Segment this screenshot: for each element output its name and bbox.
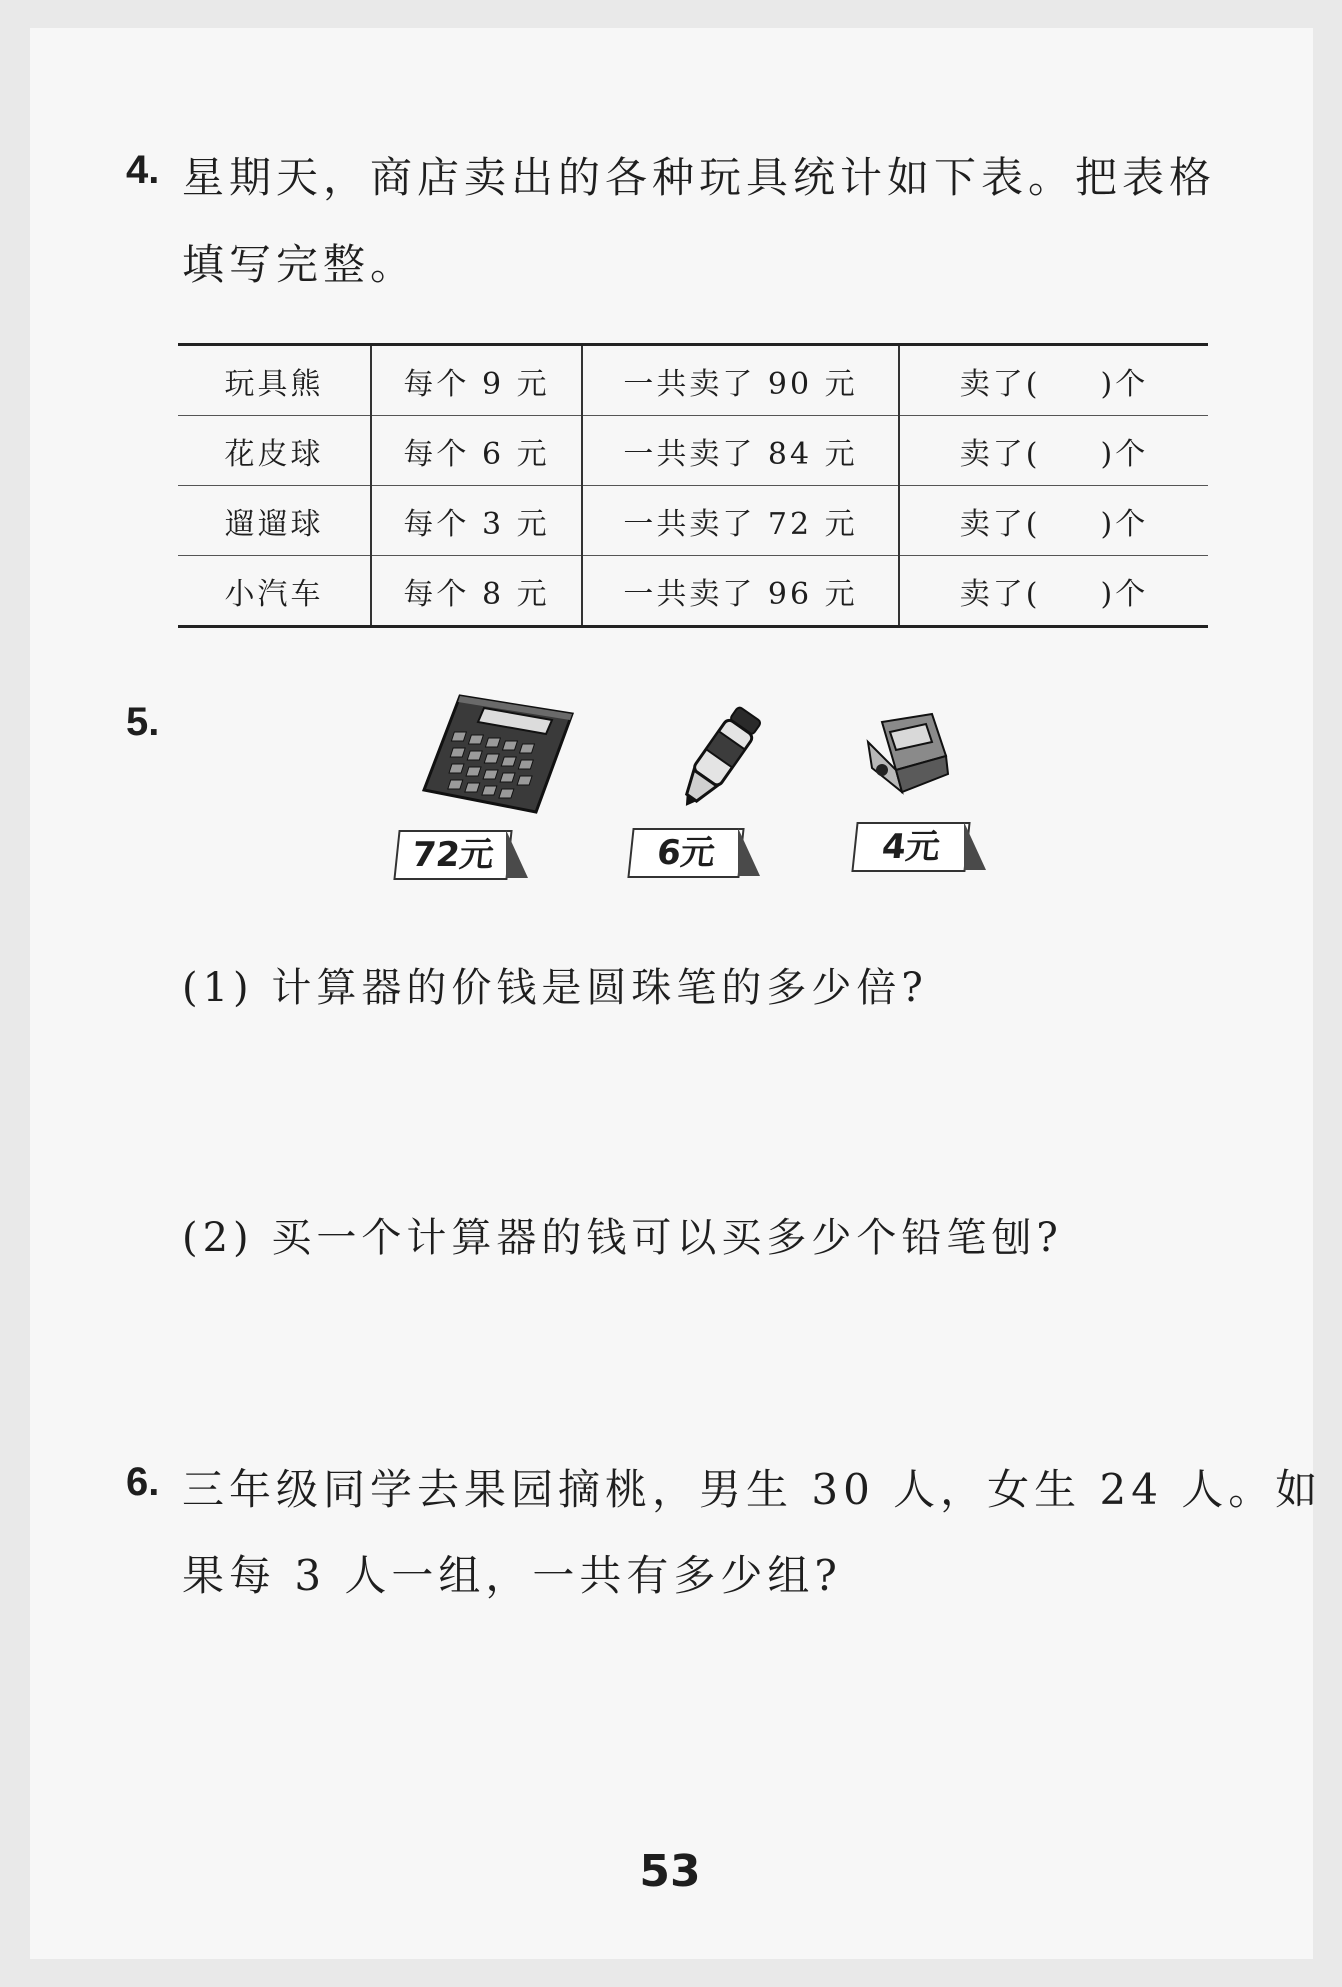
page-number: 53 [639, 1846, 701, 1897]
unit-price-cell: 每个 8 元 [371, 556, 582, 627]
toy-name-cell: 玩具熊 [178, 345, 371, 416]
table-row [178, 486, 1208, 556]
sold-suffix: )个 [1100, 506, 1149, 542]
question-5-sub1: (1) 计算器的价钱是圆珠笔的多少倍? [182, 965, 928, 1011]
table-row [178, 416, 1208, 486]
sold-prefix: 卖了( [959, 576, 1041, 612]
sold-prefix: 卖了( [959, 506, 1041, 542]
price-tag-flap [506, 830, 528, 878]
unit-price-cell: 每个 3 元 [371, 486, 582, 556]
sold-prefix: 卖了( [959, 366, 1041, 402]
toy-sales-table [178, 343, 1208, 628]
question-4-number: 4. [126, 148, 160, 192]
unit-price-cell: 每个 6 元 [371, 416, 582, 486]
question-6-text-line2: 果每 3 人一组，一共有多少组? [182, 1551, 842, 1600]
toy-name-cell: 遛遛球 [178, 486, 371, 556]
pen-icon [668, 700, 768, 820]
sold-suffix: )个 [1100, 436, 1149, 472]
price-tag-label: 4元 [851, 822, 970, 872]
total-cell: 一共卖了 90 元 [582, 345, 899, 416]
toy-name-cell: 花皮球 [178, 416, 371, 486]
price-tag-flap [738, 828, 760, 876]
question-5-sub2: (2) 买一个计算器的钱可以买多少个铅笔刨? [182, 1215, 1063, 1261]
sold-prefix: 卖了( [959, 436, 1041, 472]
toy-name-cell: 小汽车 [178, 556, 371, 627]
table-row [178, 556, 1208, 627]
price-tag-flap [964, 822, 986, 870]
question-6-number: 6. [126, 1460, 160, 1504]
question-5-number: 5. [126, 700, 160, 744]
sold-suffix: )个 [1100, 576, 1149, 612]
unit-price-cell: 每个 9 元 [371, 345, 582, 416]
price-tag-label: 72元 [393, 830, 512, 880]
question-4-text-line2: 填写完整。 [182, 240, 418, 289]
calculator-icon [420, 690, 578, 816]
total-cell: 一共卖了 96 元 [582, 556, 899, 627]
question-4-text-line1: 星期天，商店卖出的各种玩具统计如下表。把表格 [182, 153, 1217, 202]
pencil-sharpener-icon [862, 708, 952, 798]
sold-answer-cell[interactable] [899, 556, 1208, 627]
sold-suffix: )个 [1100, 366, 1149, 402]
total-cell: 一共卖了 72 元 [582, 486, 899, 556]
sold-answer-cell[interactable] [899, 345, 1208, 416]
price-tag-label: 6元 [627, 828, 744, 878]
total-cell: 一共卖了 84 元 [582, 416, 899, 486]
question-6-text-line1: 三年级同学去果园摘桃，男生 30 人，女生 24 人。如 [182, 1465, 1323, 1514]
table-row [178, 345, 1208, 416]
sold-answer-cell[interactable] [899, 416, 1208, 486]
sold-answer-cell[interactable] [899, 486, 1208, 556]
